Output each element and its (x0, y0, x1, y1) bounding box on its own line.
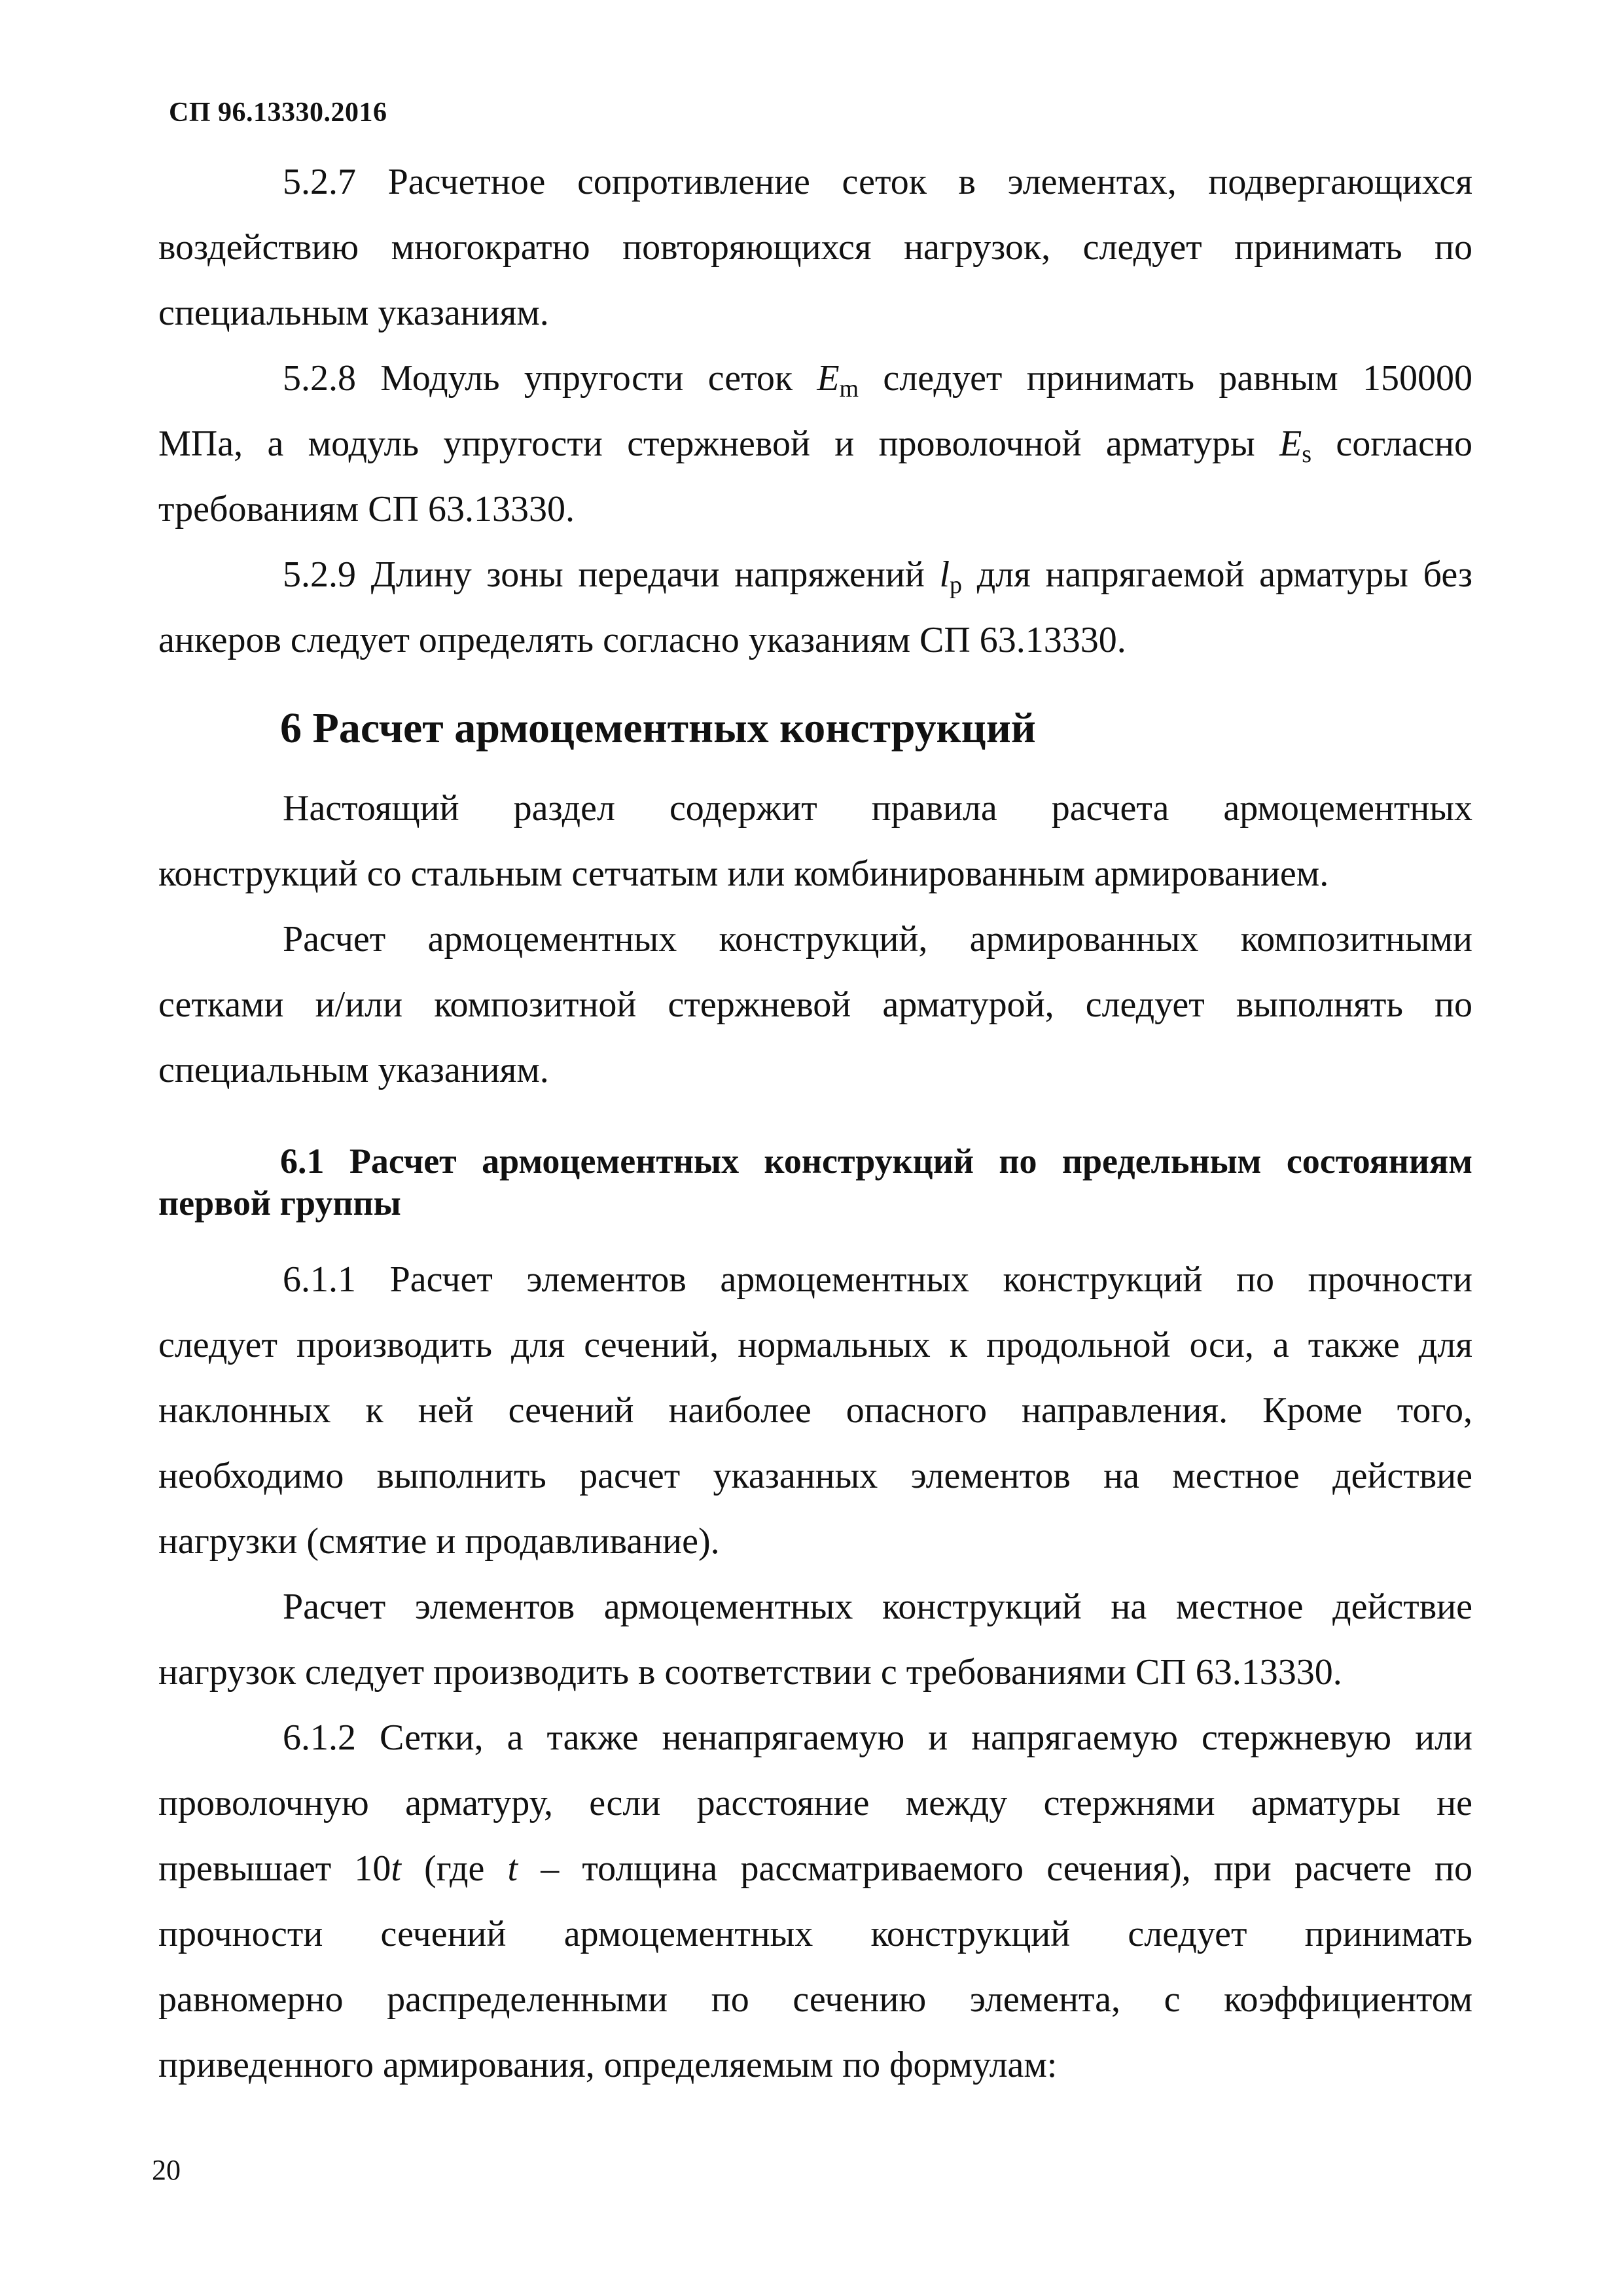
page-number: 20 (152, 2154, 181, 2186)
text-line: 6.1.1 Расчет элементов армоцементных конструкций по прочности (283, 1259, 1472, 1300)
text-line: превышает 10t (где t – толщина рассматриваемого сечения), при расчете по (158, 1848, 1472, 1889)
text-line: следует производить для сечений, нормальных к продольной оси, а также для (158, 1325, 1472, 1365)
text-line: 6.1.2 Сетки, а также ненапрягаемую и напрягаемую стержневую или (283, 1717, 1472, 1758)
text-line: нагрузки (смятие и продавливание). (158, 1521, 720, 1562)
text-line: прочности сечений армоцементных конструкций следует принимать (158, 1914, 1472, 1954)
text-line: анкеров следует определять согласно указаниям СП 63.13330. (158, 620, 1126, 660)
text-line: сетками и/или композитной стержневой арматурой, следует выполнять по (158, 984, 1472, 1025)
text-line: конструкций со стальным сетчатым или комбинированным армированием. (158, 853, 1329, 894)
heading-line: первой группы (158, 1183, 401, 1223)
section-6-heading: 6 Расчет армоцементных конструкций (280, 704, 1036, 752)
symbol-e: E (817, 358, 840, 399)
subscript-s: s (1302, 440, 1312, 468)
paragraph-5-2-7 (158, 149, 1472, 346)
text-line: 5.2.7 Расчетное сопротивление сеток в элементах, подвергающихся (283, 162, 1472, 202)
text-line: необходимо выполнить расчет указанных элементов на местное действие (158, 1456, 1472, 1496)
heading-line: 6.1 Расчет армоцементных конструкций по предельным состояниям (280, 1141, 1472, 1181)
text-line: 5.2.8 Модуль упругости сеток $E_m$ следует принимать равным 150000 (283, 358, 1472, 403)
text-line: равномерно распределенными по сечению элемента, с коэффициентом (158, 1979, 1472, 2020)
symbol-t: t (391, 1848, 401, 1889)
text-line: Настоящий раздел содержит правила расчета армоцементных (283, 788, 1472, 829)
text-line: Расчет элементов армоцементных конструкций на местное действие (283, 1587, 1472, 1627)
text-line: МПа, а модуль упругости стержневой и проволочной арматуры $E_s$ согласно (158, 423, 1472, 468)
section-6-note (158, 906, 1472, 1103)
text-line: наклонных к ней сечений наиболее опасного направления. Кроме того, (158, 1390, 1472, 1431)
section-6-intro (158, 776, 1472, 906)
paragraph-5-2-9 (158, 542, 1472, 673)
symbol-e: E (1279, 423, 1302, 464)
paragraph-6-1-1 (158, 1247, 1472, 1574)
paragraph-6-1-2 (158, 1705, 1472, 2098)
text-line: приведенного армирования, определяемым по формулам: (158, 2045, 1058, 2085)
text-line: воздействию многократно повторяющихся нагрузок, следует принимать по (158, 227, 1472, 268)
symbol-t: t (507, 1848, 518, 1889)
paragraph-local-action (158, 1574, 1472, 1705)
text-line: специальным указаниям. (158, 1050, 549, 1090)
section-6-1-heading (158, 1140, 1472, 1224)
document-code: СП 96.13330.2016 (169, 98, 387, 128)
subscript-p: p (950, 571, 963, 599)
text-line: нагрузок следует производить в соответствии с требованиями СП 63.13330. (158, 1652, 1342, 1693)
symbol-l: l (939, 554, 950, 595)
text-line: проволочную арматуру, если расстояние между стержнями арматуры не (158, 1783, 1472, 1823)
text-line: требованиям СП 63.13330. (158, 489, 575, 529)
paragraph-5-2-8 (158, 346, 1472, 542)
text-line: Расчет армоцементных конструкций, армированных композитными (283, 919, 1472, 960)
subscript-m: m (839, 375, 859, 403)
text-line: специальным указаниям. (158, 293, 549, 333)
text-line: 5.2.9 Длину зоны передачи напряжений $l_p$ для напрягаемой арматуры без (283, 554, 1472, 599)
